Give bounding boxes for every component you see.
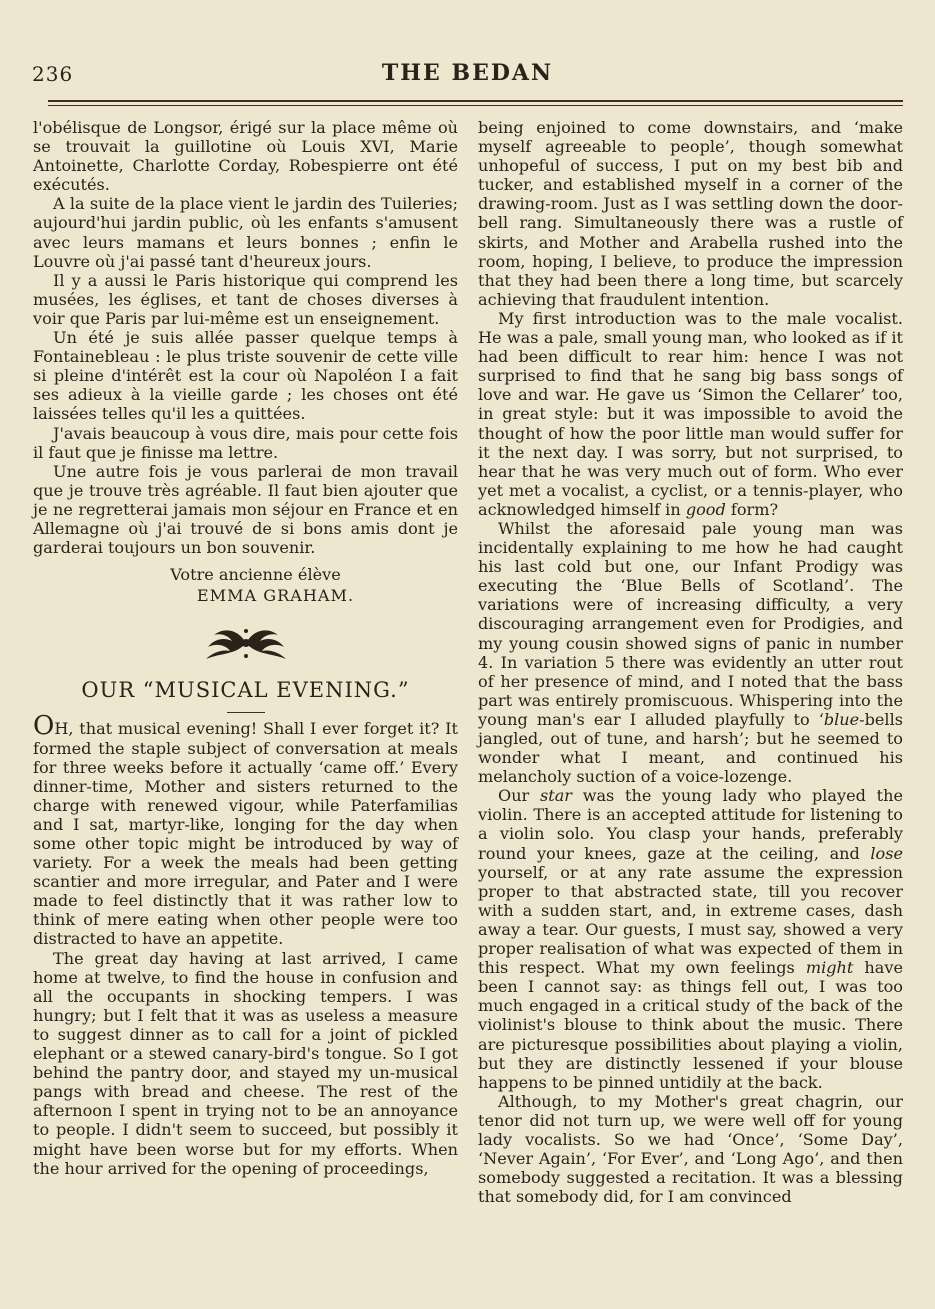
letter-paragraph: Il y a aussi le Paris historique qui comprend les musées, les églises, et tant de choses diverses à voir que Paris par lui-même est un enseignement. bbox=[33, 270, 458, 328]
article-paragraph: Although, to my Mother's great chagrin, our tenor did not turn up, we were well off for young lady vocalists. So we had ‘Once’, ‘Some Day’, ‘Never Again’, ‘For Ever’, and ‘Long Ago’, and then somebody suggested a recitation. It was a blessing that somebody did, for I am convinced bbox=[478, 1091, 903, 1207]
text-run: Whilst the aforesaid pale young man was incidentally explaining to me how he had caught his last cold but one, our Infant Prodigy was executing the ‘Blue Bells of Scotland’. The variations were of increasing difficulty, a very discouraging arrangement even for Prodigies, and my young cousin showed signs of panic in number 4. In variation 5 there was evidently an utter rout of her presence of mind, and I noted that the bass part was entirely promiscuous. Whispering into the young man's ear I alluded playfully to ‘ bbox=[478, 518, 903, 729]
article-title: OUR “MUSICAL EVENING.” bbox=[81, 678, 410, 703]
article-paragraph bbox=[478, 519, 903, 786]
article-paragraph bbox=[478, 309, 903, 519]
article-paragraph-first bbox=[33, 711, 458, 949]
text-run: form? bbox=[725, 499, 779, 519]
letter-closing: Votre ancienne élève bbox=[170, 565, 341, 585]
dropcap: O bbox=[33, 711, 55, 742]
running-title: THE BEDAN bbox=[381, 60, 554, 86]
letter-signature: EMMA GRAHAM. bbox=[196, 586, 355, 606]
title-rule bbox=[227, 712, 265, 713]
text-run: My first introduction was to the male vocalist. He was a pale, small young man, who looked as if it had been difficult to rear him: hence I was not surprised to find that he sang big bass songs of love and war. He gave us ‘Simon the Cellarer’ too, in great style: but it was impossible to avoid the thought of how the poor little man would suffer for it the next day. I was sorry, but not surprised, to hear that he was very much out of form. Who ever yet met a vocalist, a cyclist, or a tennis-player, who acknowledged himself in bbox=[478, 308, 903, 519]
letter-paragraph: A la suite de la place vient le jardin des Tuileries; aujourd'hui jardin public, où les enfants s'amusent avec leurs mamans et leurs bonnes ; enfin le Louvre où j'ai passé tant d'heureux jours. bbox=[33, 194, 458, 271]
text-run: Our bbox=[498, 786, 540, 806]
letter-paragraph: Une autre fois je vous parlerai de mon travail que je trouve très agréable. Il faut bien ajouter que je ne regretterai jamais mon séjour en France et en Allemagne où j'ai trouvé de si bons amis dont je garderai toujours un bon souvenir. bbox=[33, 461, 458, 558]
header-rule-thin bbox=[48, 105, 903, 106]
italic-text: good bbox=[685, 499, 726, 519]
article-paragraph: being enjoined to come downstairs, and ‘make myself agreeable to people’, though somewhat unhopeful of success, I put on my best bib and tucker, and established myself in a corner of the drawing-room. Just as I was settling down the door-bell rang. Simultaneously there was a rustle of skirts, and Mother and Arabella rushed into the room, hoping, I believe, to produce the impression that they had been there a long time, but scarcely achieving that fraudulent intention. bbox=[478, 118, 903, 309]
page-header bbox=[0, 62, 935, 92]
header-rule bbox=[48, 100, 903, 102]
left-column bbox=[33, 118, 458, 1178]
letter-signoff bbox=[33, 565, 458, 605]
letter-paragraph: J'avais beaucoup à vous dire, mais pour cette fois il faut que je finisse ma lettre. bbox=[33, 423, 458, 462]
italic-text: lose bbox=[870, 843, 903, 863]
page-number: 236 bbox=[32, 62, 74, 86]
italic-text: might bbox=[805, 958, 854, 978]
text-run: have been I cannot say: as things fell out, I was too much engaged in a critical study of the back of the violinist's blouse to think about the music. There are picturesque possibilities about playing a violin, but they are distinctly lessened if your blouse happens to be pinned untidily at the back. bbox=[478, 958, 903, 1092]
text-run: -bells jangled, out of tune, and harsh’; but he seemed to wonder what I meant, and continued his melancholy suction of a voice-lozenge. bbox=[478, 709, 903, 787]
floral-ornament-icon bbox=[200, 623, 292, 663]
article-paragraph bbox=[478, 786, 903, 1092]
right-column bbox=[478, 118, 903, 1206]
article-paragraph-text: H, that musical evening! Shall I ever forget it? It formed the staple subject of conversation at meals for three weeks before it actually ‘came off.’ Every dinner-time, Mother and sisters returned to the charge with renewed vigour, while Paterfamilias and I sat, martyr-like, longing for the day when some other topic might be introduced by way of variety. For a week the meals had been getting scantier and more irregular, and Pater and I were made to feel distinctly that it was rather low to think of mere eating when other people were too distracted to have an appetite. bbox=[33, 719, 458, 949]
article-paragraph: The great day having at last arrived, I came home at twelve, to find the house in confusion and all the occupants in shocking tempers. I was hungry; but I felt that it was as useless a measure to suggest dinner as to call for a joint of pickled elephant or a stewed canary-bird's tongue. So I got behind the pantry door, and stayed my un-musical pangs with bread and cheese. The rest of the afternoon I spent in trying not to be an annoyance to people. I didn't seem to succeed, but possibly it might have been worse but for my efforts. When the hour arrived for the opening of proceedings, bbox=[33, 948, 458, 1178]
italic-text: star bbox=[539, 786, 572, 806]
text-run: yourself, or at any rate assume the expression proper to that abstracted state, till you recover with a sudden start, and, in extreme cases, dash away a tear. Our guests, I must say, showed a very proper realisation of what was expected of them in this respect. What my own feelings bbox=[478, 862, 903, 978]
text-run: was the young lady who played the violin. There is an accepted attitude for listening to a violin solo. You clasp your hands, preferably round your knees, gaze at the ceiling, and bbox=[478, 786, 903, 863]
italic-text: blue bbox=[823, 709, 860, 729]
letter-paragraph: l'obélisque de Longsor, érigé sur la place même où se trouvait la guillotine où Louis XVI, Marie Antoinette, Charlotte Corday, Robespierre ont été exécutés. bbox=[33, 118, 458, 195]
letter-paragraph: Un été je suis allée passer quelque temps à Fontainebleau : le plus triste souvenir de cette ville si pleine d'intérêt est la cour où Napoléon I a fait ses adieux à la vieille garde ; les choses ont été laissées telles qu'il les a quittées. bbox=[33, 328, 458, 424]
